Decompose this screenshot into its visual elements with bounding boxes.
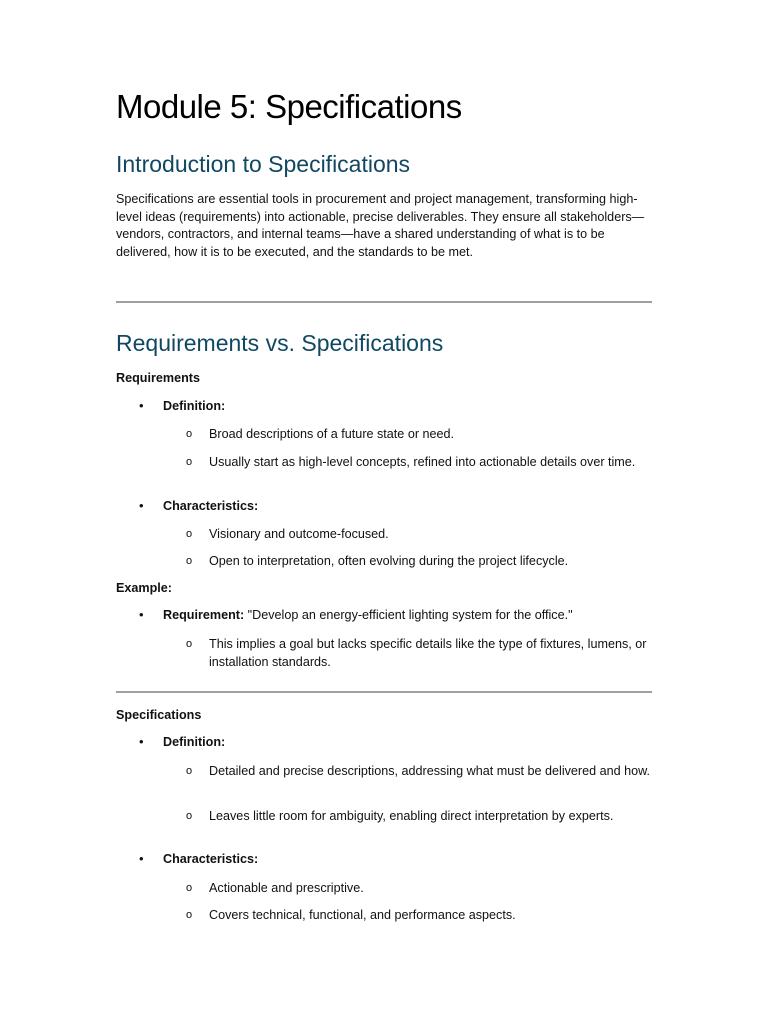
list-item <box>186 454 652 472</box>
list-item-text: Detailed and precise descriptions, addressing what must be delivered and how. <box>209 764 651 778</box>
intro-paragraph: Specifications are essential tools in procurement and project management, transforming high-level ideas (requirements) into actionable, precise deliverables. They ensure all stakeholders—vendors, contractors, and internal teams—have a shared understanding of what is to be delivered, how it is to be executed, and the standards to be met. <box>116 192 645 259</box>
list-item <box>139 398 226 413</box>
page-title: Module 5: Specifications <box>116 88 462 125</box>
list-item <box>186 907 652 925</box>
sub-bullet-icon: o <box>186 456 193 468</box>
list-item <box>186 763 652 781</box>
requirement-label: Requirement: <box>163 608 245 622</box>
list-item-text: This implies a goal but lacks specific details like the type of fixtures, lumens, or installation standards. <box>209 637 647 669</box>
example-label: Example: <box>116 581 172 595</box>
list-item <box>186 553 652 571</box>
divider <box>116 691 652 693</box>
requirement-text: "Develop an energy-efficient lighting system for the office." <box>244 608 573 622</box>
divider <box>116 301 652 303</box>
list-item-text: Broad descriptions of a future state or need. <box>209 427 455 441</box>
sub-bullet-icon: o <box>186 810 193 822</box>
characteristics-label: Characteristics: <box>163 499 259 513</box>
definition-label: Definition: <box>163 399 226 413</box>
list-item-text: Covers technical, functional, and performance aspects. <box>209 908 516 922</box>
sub-bullet-icon: o <box>186 765 193 777</box>
intro-heading: Introduction to Specifications <box>116 151 411 177</box>
sub-bullet-icon: o <box>186 428 193 440</box>
list-item <box>186 808 652 826</box>
comparison-heading: Requirements vs. Specifications <box>116 330 444 356</box>
list-item-text: Visionary and outcome-focused. <box>209 527 389 541</box>
sub-bullet-icon: o <box>186 638 193 650</box>
list-item-text: Open to interpretation, often evolving during the project lifecycle. <box>209 554 569 568</box>
list-item <box>139 498 259 513</box>
list-item <box>186 426 652 444</box>
specifications-label: Specifications <box>116 708 202 722</box>
list-item <box>139 734 226 749</box>
sub-bullet-icon: o <box>186 882 193 894</box>
sub-bullet-icon: o <box>186 555 193 567</box>
list-item-text: Leaves little room for ambiguity, enabling direct interpretation by experts. <box>209 809 614 823</box>
bullet-icon: • <box>139 607 144 622</box>
list-item <box>186 526 652 544</box>
list-item <box>186 636 652 671</box>
definition-label: Definition: <box>163 735 226 749</box>
characteristics-label: Characteristics: <box>163 852 259 866</box>
bullet-icon: • <box>139 734 144 749</box>
list-item-text: Actionable and prescriptive. <box>209 881 364 895</box>
list-item <box>186 880 652 898</box>
list-item <box>139 607 573 622</box>
sub-bullet-icon: o <box>186 528 193 540</box>
sub-bullet-icon: o <box>186 909 193 921</box>
bullet-icon: • <box>139 851 144 866</box>
list-item-text: Usually start as high-level concepts, refined into actionable details over time. <box>209 455 636 469</box>
list-item <box>139 851 259 866</box>
bullet-icon: • <box>139 398 144 413</box>
bullet-icon: • <box>139 498 144 513</box>
requirements-label: Requirements <box>116 371 200 385</box>
